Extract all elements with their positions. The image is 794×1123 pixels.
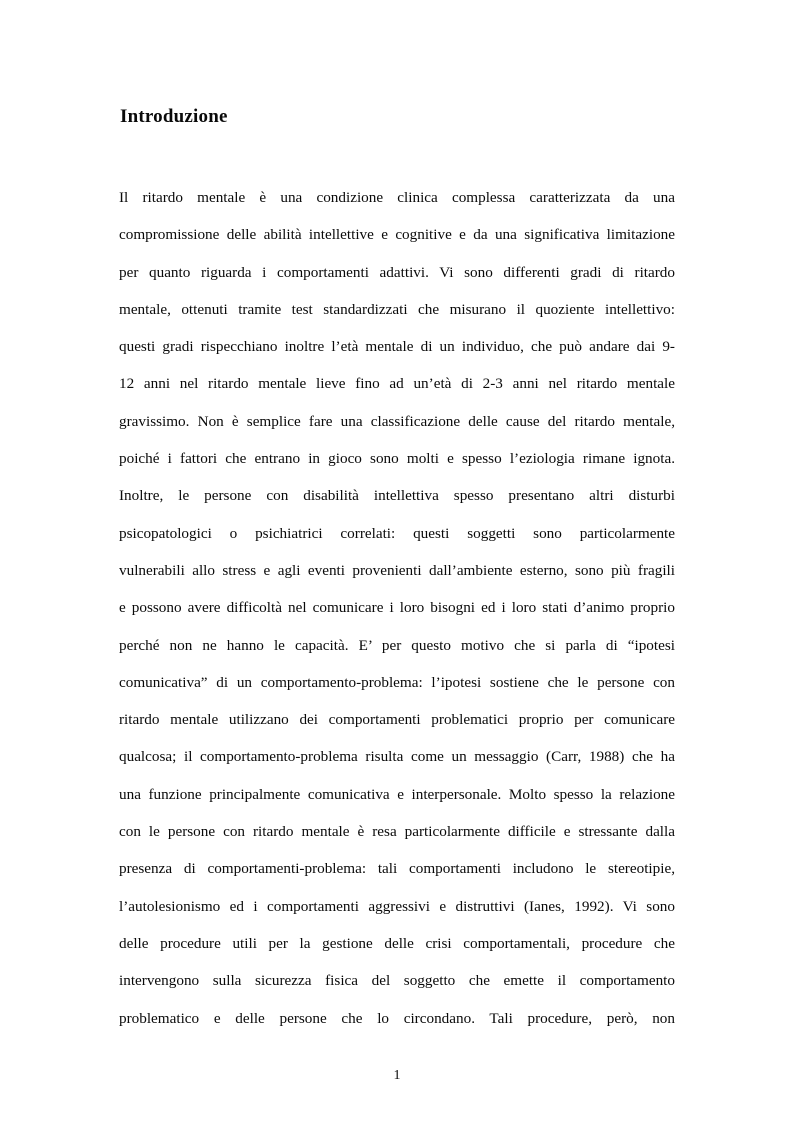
page-number: 1	[393, 1068, 401, 1083]
text-line: presenza di comportamenti-problema: tali comportamenti includono le stereotipie,	[119, 860, 675, 878]
text-line: compromissione delle abilità intellettive e cognitive e da una significativa limitazione	[119, 226, 675, 244]
text-line: poiché i fattori che entrano in gioco sono molti e spesso l’eziologia rimane ignota.	[119, 450, 675, 468]
text-line: problematico e delle persone che lo circondano. Tali procedure, però, non	[119, 1009, 675, 1027]
text-line: con le persone con ritardo mentale è resa particolarmente difficile e stressante dalla	[119, 823, 675, 841]
text-line: mentale, ottenuti tramite test standardizzati che misurano il quoziente intellettivo:	[119, 300, 675, 318]
text-line: vulnerabili allo stress e agli eventi provenienti dall’ambiente esterno, sono più fragili	[119, 561, 675, 579]
text-line: qualcosa; il comportamento-problema risulta come un messaggio (Carr, 1988) che ha	[119, 748, 675, 766]
text-line: 12 anni nel ritardo mentale lieve fino ad un’età di 2-3 anni nel ritardo mentale	[119, 375, 675, 393]
section-title: Introduzione	[120, 105, 228, 127]
text-line: questi gradi rispecchiano inoltre l’età mentale di un individuo, che può andare dai 9-	[119, 338, 675, 356]
text-line: una funzione principalmente comunicativa e interpersonale. Molto spesso la relazione	[119, 785, 675, 803]
text-line: Inoltre, le persone con disabilità intellettiva spesso presentano altri disturbi	[119, 487, 675, 505]
text-line: intervengono sulla sicurezza fisica del soggetto che emette il comportamento	[119, 972, 675, 990]
text-line: e possono avere difficoltà nel comunicare i loro bisogni ed i loro stati d’animo proprio	[119, 599, 675, 617]
text-line: per quanto riguarda i comportamenti adattivi. Vi sono differenti gradi di ritardo	[119, 263, 675, 281]
text-line: gravissimo. Non è semplice fare una classificazione delle cause del ritardo mentale,	[119, 412, 675, 430]
body-paragraph	[119, 179, 675, 1037]
text-line: comunicativa” di un comportamento-problema: l’ipotesi sostiene che le persone con	[119, 673, 675, 691]
text-line: perché non ne hanno le capacità. E’ per questo motivo che si parla di “ipotesi	[119, 636, 675, 654]
text-line: ritardo mentale utilizzano dei comportamenti problematici proprio per comunicare	[119, 711, 675, 729]
text-line: delle procedure utili per la gestione delle crisi comportamentali, procedure che	[119, 934, 675, 952]
text-line: Il ritardo mentale è una condizione clinica complessa caratterizzata da una	[119, 189, 675, 206]
text-line: l’autolesionismo ed i comportamenti aggressivi e distruttivi (Ianes, 1992). Vi sono	[119, 897, 675, 915]
text-line: psicopatologici o psichiatrici correlati: questi soggetti sono particolarmente	[119, 524, 675, 542]
